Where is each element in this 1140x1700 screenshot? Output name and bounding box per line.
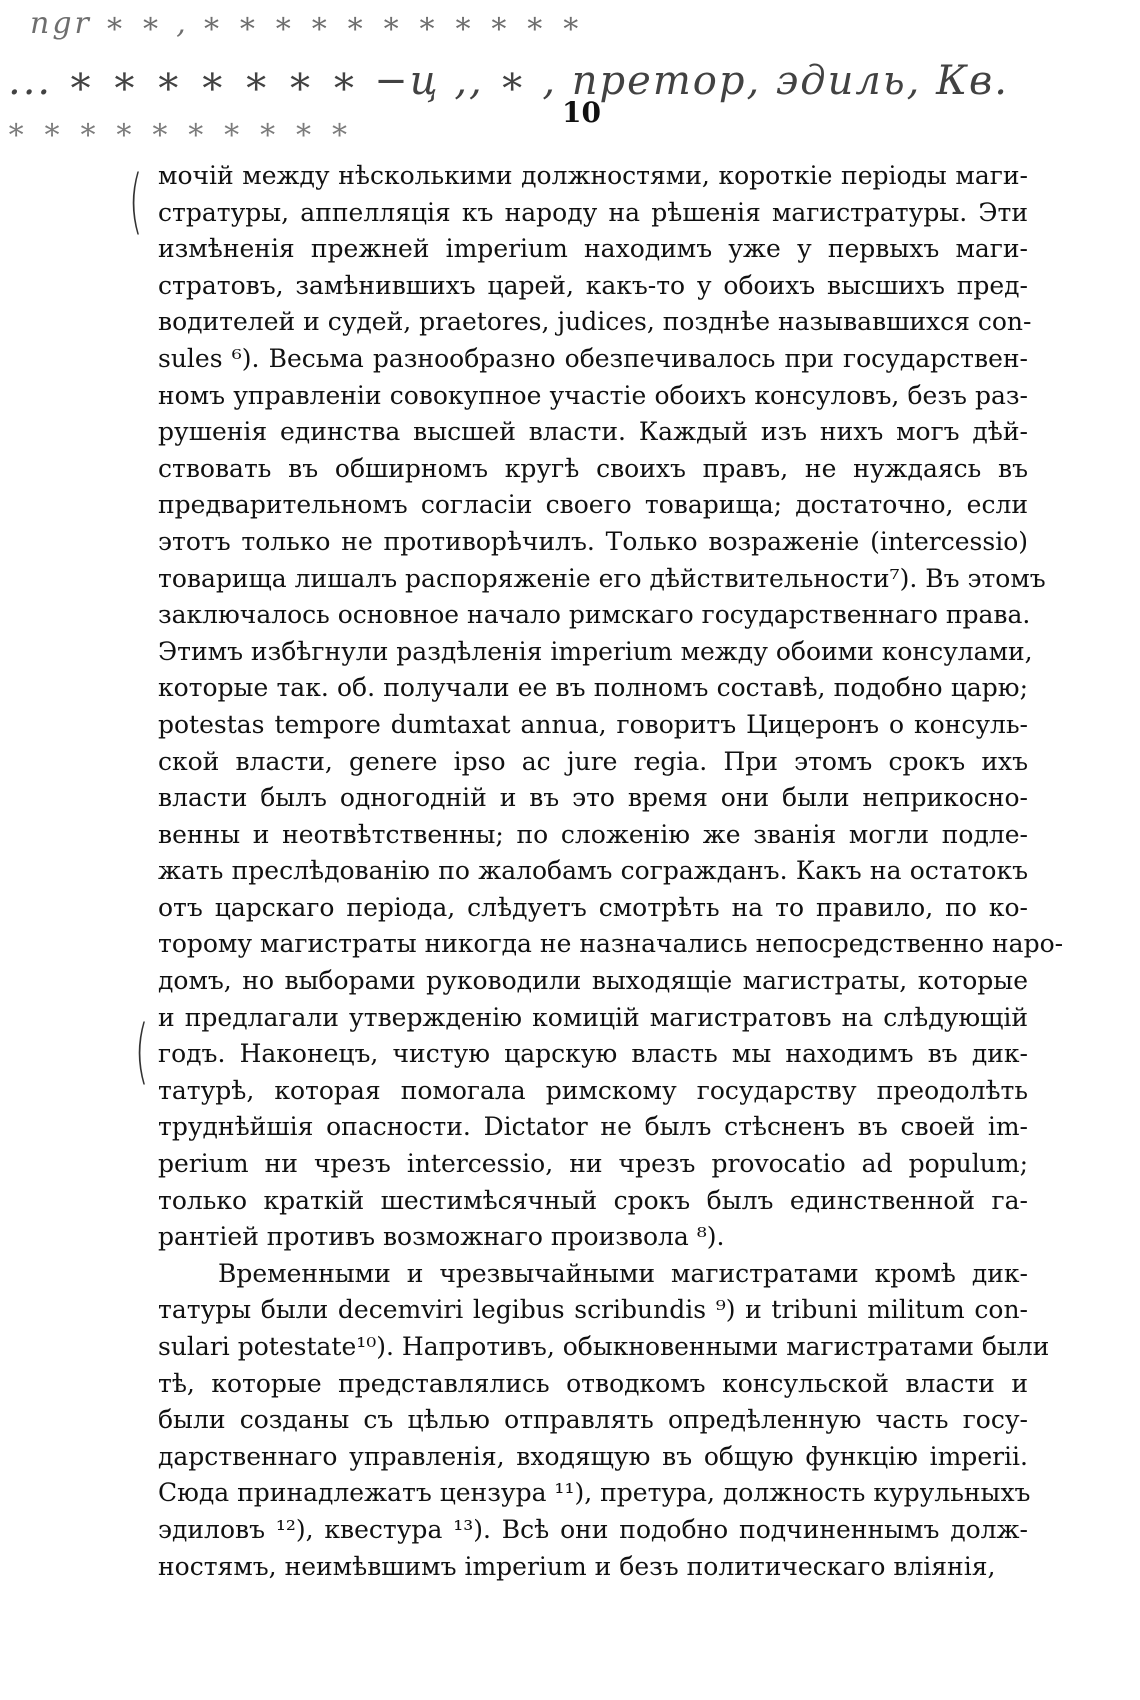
handwritten-line-2: ... ∗ ∗ ∗ ∗ ∗ ∗ ∗ −ц ,, ∗ , претор, эдиль, Кв. [8, 58, 1010, 104]
text-line: заключалось основное начало римскаго государственнаго права. [158, 600, 1031, 630]
text-line: мочій между нѣсколькими должностями, короткіе періоды маги- [158, 161, 1028, 190]
text-line: номъ управленіи совокупное участіе обоихъ консуловъ, безъ раз- [158, 380, 1028, 410]
text-line: perium ни чрезъ intercessio, ни чрезъ provocatio ad populum; [158, 1149, 1028, 1179]
text-line: Этимъ избѣгнули раздѣленія imperium между обоими консулами, [158, 636, 1033, 666]
text-line: измѣненія прежней imperium находимъ уже у первыхъ маги- [158, 234, 1028, 264]
text-line: стратуры, аппелляція къ народу на рѣшенія магистратуры. Эти [158, 197, 1028, 227]
text-line: татурѣ, которая помогала римскому государству преодолѣть [158, 1075, 1028, 1105]
text-line: этотъ только не противорѣчилъ. Только возраженіе (intercessio) [158, 526, 1028, 556]
paragraph [158, 1256, 1050, 1585]
text-line: татуры были decemviri legibus scribundis ⁹) и tribuni militum con- [158, 1295, 1028, 1325]
handwritten-line-1: ngr ∗ ∗ , ∗ ∗ ∗ ∗ ∗ ∗ ∗ ∗ ∗ ∗ ∗ [30, 6, 584, 41]
text-line: были созданы съ цѣлью отправлять опредѣленную часть госу- [158, 1405, 1028, 1435]
text-line: домъ, но выборами руководили выходящіе магистраты, которые [158, 966, 1028, 996]
margin-bracket-mark: ( [134, 1010, 149, 1092]
text-line: водителей и судей, praetores, judices, позднѣе называвшихся con- [158, 307, 1032, 337]
text-line: жать преслѣдованію по жалобамъ согражданъ. Какъ на остатокъ [158, 856, 1028, 886]
text-line: Сюда принадлежатъ цензура ¹¹), претура, должность курульныхъ [158, 1478, 1031, 1508]
text-line: только краткій шестимѣсячный срокъ былъ единственной га- [158, 1185, 1028, 1215]
text-line: рушенія единства высшей власти. Каждый изъ нихъ могъ дѣй- [158, 417, 1028, 447]
text-line: и предлагали утвержденію комицій магистратовъ на слѣдующій [158, 1002, 1028, 1032]
text-line: эдиловъ ¹²), квестура ¹³). Всѣ они подобно подчиненнымъ долж- [158, 1514, 1028, 1544]
text-line: ской власти, genere ipso ac jure regia. При этомъ срокъ ихъ [158, 746, 1028, 776]
text-line: товарища лишалъ распоряженіе его дѣйствительности⁷). Въ этомъ [158, 563, 1046, 593]
text-line: годъ. Наконецъ, чистую царскую власть мы находимъ въ дик- [158, 1039, 1028, 1069]
text-line: стратовъ, замѣнившихъ царей, какъ-то у обоихъ высшихъ пред- [158, 270, 1028, 300]
body-text [158, 158, 1064, 1585]
text-line: тѣ, которые представлялись отводкомъ консульской власти и [158, 1368, 1028, 1398]
text-line: власти былъ одногодній и въ это время они были неприкосно- [158, 783, 1028, 813]
text-line: которые так. об. получали ее въ полномъ составѣ, подобно царю; [158, 673, 1028, 703]
text-line: sulari potestate¹⁰). Напротивъ, обыкновенными магистратами были [158, 1332, 1050, 1361]
text-line: рантіей противъ возможнаго произвола ⁸). [158, 1222, 725, 1252]
text-line: sules ⁶). Весьма разнообразно обезпечивалось при государствен- [158, 343, 1028, 373]
text-line: дарственнаго управленія, входящую въ общую функцію imperii. [158, 1441, 1028, 1471]
margin-bracket-mark: ( [128, 160, 143, 242]
text-line: отъ царскаго періода, слѣдуетъ смотрѣть на то правило, по ко- [158, 892, 1028, 922]
paragraph [158, 158, 1064, 1256]
text-line: potestas tempore dumtaxat annua, говоритъ Цицеронъ о консуль- [158, 709, 1028, 739]
page-number: 10 [562, 96, 601, 129]
handwritten-line-3: ∗ ∗ ∗ ∗ ∗ ∗ ∗ ∗ ∗ ∗ [6, 112, 353, 147]
text-line: ствовать въ обширномъ кругѣ своихъ правъ, не нуждаясь въ [158, 453, 1028, 483]
text-line: труднѣйшія опасности. Dictator не былъ стѣсненъ въ своей im- [158, 1112, 1028, 1142]
text-line: Временными и чрезвычайными магистратами кромѣ дик- [218, 1258, 1028, 1288]
text-line: предварительномъ согласіи своего товарища; достаточно, если [158, 490, 1028, 520]
text-line: торому магистраты никогда не назначались непосредственно наро- [158, 929, 1064, 959]
text-line: венны и неотвѣтственны; по сложенію же званія могли подле- [158, 819, 1028, 849]
text-line: ностямъ, неимѣвшимъ imperium и безъ политическаго вліянія, [158, 1551, 996, 1581]
